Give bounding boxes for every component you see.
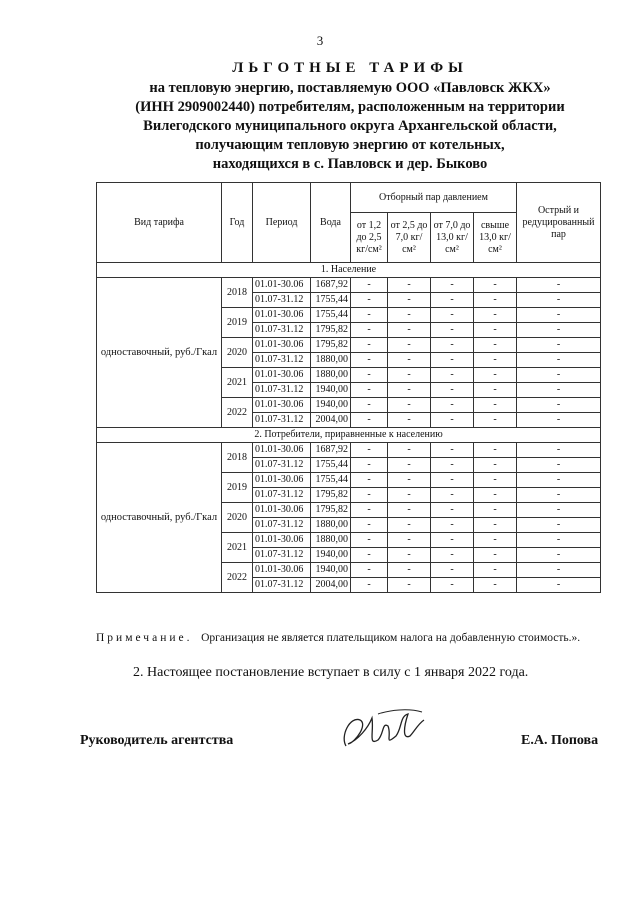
dash-cell: - xyxy=(431,518,474,533)
dash-cell: - xyxy=(431,443,474,458)
dash-cell: - xyxy=(351,443,388,458)
dash-cell: - xyxy=(351,488,388,503)
year-cell: 2018 xyxy=(222,278,253,308)
dash-cell: - xyxy=(431,578,474,593)
dash-cell: - xyxy=(351,338,388,353)
header-period: Период xyxy=(253,183,311,263)
period-cell: 01.01-30.06 xyxy=(253,533,311,548)
dash-cell: - xyxy=(474,578,517,593)
dash-cell: - xyxy=(474,413,517,428)
dash-cell: - xyxy=(431,503,474,518)
dash-cell: - xyxy=(517,548,601,563)
water-value-cell: 1880,00 xyxy=(311,533,351,548)
water-value-cell: 1795,82 xyxy=(311,338,351,353)
dash-cell: - xyxy=(517,278,601,293)
dash-cell: - xyxy=(431,383,474,398)
dash-cell: - xyxy=(474,518,517,533)
header-steam-2: от 2,5 до 7,0 кг/см² xyxy=(388,213,431,263)
year-cell: 2020 xyxy=(222,338,253,368)
water-value-cell: 1880,00 xyxy=(311,368,351,383)
dash-cell: - xyxy=(517,323,601,338)
water-value-cell: 1795,82 xyxy=(311,488,351,503)
dash-cell: - xyxy=(431,293,474,308)
dash-cell: - xyxy=(517,443,601,458)
signatory-name: Е.А. Попова xyxy=(521,733,599,748)
dash-cell: - xyxy=(388,533,431,548)
header-sharp-steam: Острый и редуцированный пар xyxy=(517,183,601,263)
period-cell: 01.01-30.06 xyxy=(253,443,311,458)
period-cell: 01.01-30.06 xyxy=(253,338,311,353)
subtitle-line: (ИНН 2909002440) потребителям, расположенным на территории xyxy=(135,99,565,115)
page-number: 3 xyxy=(316,33,324,48)
period-cell: 01.07-31.12 xyxy=(253,578,311,593)
dash-cell: - xyxy=(474,488,517,503)
subtitle-line: на тепловую энергию, поставляемую ООО «Павловск ЖКХ» xyxy=(149,80,551,96)
dash-cell: - xyxy=(388,458,431,473)
period-cell: 01.07-31.12 xyxy=(253,383,311,398)
dash-cell: - xyxy=(351,368,388,383)
period-cell: 01.01-30.06 xyxy=(253,503,311,518)
dash-cell: - xyxy=(431,323,474,338)
dash-cell: - xyxy=(517,473,601,488)
dash-cell: - xyxy=(474,338,517,353)
dash-cell: - xyxy=(351,383,388,398)
water-value-cell: 1940,00 xyxy=(311,548,351,563)
water-value-cell: 1795,82 xyxy=(311,323,351,338)
dash-cell: - xyxy=(474,398,517,413)
year-cell: 2021 xyxy=(222,533,253,563)
dash-cell: - xyxy=(388,518,431,533)
dash-cell: - xyxy=(431,548,474,563)
water-value-cell: 1687,92 xyxy=(311,443,351,458)
dash-cell: - xyxy=(474,323,517,338)
water-value-cell: 1687,92 xyxy=(311,278,351,293)
dash-cell: - xyxy=(388,488,431,503)
dash-cell: - xyxy=(431,413,474,428)
dash-cell: - xyxy=(388,323,431,338)
dash-cell: - xyxy=(388,563,431,578)
table-row xyxy=(97,443,601,458)
dash-cell: - xyxy=(388,353,431,368)
dash-cell: - xyxy=(351,278,388,293)
dash-cell: - xyxy=(351,398,388,413)
dash-cell: - xyxy=(351,353,388,368)
dash-cell: - xyxy=(431,473,474,488)
table-header xyxy=(97,183,601,263)
water-value-cell: 2004,00 xyxy=(311,578,351,593)
water-value-cell: 1755,44 xyxy=(311,473,351,488)
tariff-kind: одноставочный, руб./Гкал xyxy=(97,443,222,593)
dash-cell: - xyxy=(517,293,601,308)
effective-date-clause: 2. Настоящее постановление вступает в силу с 1 января 2022 года. xyxy=(133,665,529,680)
header-year: Год xyxy=(222,183,253,263)
dash-cell: - xyxy=(474,383,517,398)
period-cell: 01.01-30.06 xyxy=(253,368,311,383)
period-cell: 01.07-31.12 xyxy=(253,323,311,338)
dash-cell: - xyxy=(351,458,388,473)
water-value-cell: 1755,44 xyxy=(311,293,351,308)
dash-cell: - xyxy=(517,338,601,353)
year-cell: 2019 xyxy=(222,308,253,338)
water-value-cell: 1755,44 xyxy=(311,308,351,323)
dash-cell: - xyxy=(388,293,431,308)
dash-cell: - xyxy=(517,398,601,413)
period-cell: 01.01-30.06 xyxy=(253,278,311,293)
water-value-cell: 1940,00 xyxy=(311,398,351,413)
period-cell: 01.07-31.12 xyxy=(253,413,311,428)
document-subtitle xyxy=(70,79,630,174)
dash-cell: - xyxy=(388,338,431,353)
dash-cell: - xyxy=(351,293,388,308)
water-value-cell: 1880,00 xyxy=(311,353,351,368)
dash-cell: - xyxy=(474,308,517,323)
note xyxy=(96,632,580,644)
note-label: Примечание. xyxy=(96,632,193,644)
year-cell: 2019 xyxy=(222,473,253,503)
note-text: Организация не является плательщиком налога на добавленную стоимость.». xyxy=(201,632,581,644)
dash-cell: - xyxy=(474,353,517,368)
period-cell: 01.07-31.12 xyxy=(253,548,311,563)
dash-cell: - xyxy=(474,443,517,458)
dash-cell: - xyxy=(474,293,517,308)
dash-cell: - xyxy=(431,398,474,413)
dash-cell: - xyxy=(474,278,517,293)
header-steam-4: свыше 13,0 кг/см² xyxy=(474,213,517,263)
header-steam-group: Отборный пар давлением xyxy=(351,183,517,213)
water-value-cell: 1755,44 xyxy=(311,458,351,473)
dash-cell: - xyxy=(517,518,601,533)
dash-cell: - xyxy=(474,368,517,383)
dash-cell: - xyxy=(517,308,601,323)
dash-cell: - xyxy=(351,578,388,593)
dash-cell: - xyxy=(517,563,601,578)
dash-cell: - xyxy=(517,383,601,398)
dash-cell: - xyxy=(431,278,474,293)
dash-cell: - xyxy=(517,368,601,383)
dash-cell: - xyxy=(388,398,431,413)
year-cell: 2018 xyxy=(222,443,253,473)
dash-cell: - xyxy=(431,563,474,578)
tariff-table xyxy=(96,182,601,593)
dash-cell: - xyxy=(351,323,388,338)
period-cell: 01.07-31.12 xyxy=(253,518,311,533)
period-cell: 01.07-31.12 xyxy=(253,458,311,473)
header-kind: Вид тарифа xyxy=(97,183,222,263)
dash-cell: - xyxy=(388,503,431,518)
dash-cell: - xyxy=(517,488,601,503)
period-cell: 01.01-30.06 xyxy=(253,308,311,323)
dash-cell: - xyxy=(431,368,474,383)
dash-cell: - xyxy=(388,443,431,458)
tariff-kind: одноставочный, руб./Гкал xyxy=(97,278,222,428)
dash-cell: - xyxy=(431,338,474,353)
water-value-cell: 1795,82 xyxy=(311,503,351,518)
dash-cell: - xyxy=(474,503,517,518)
dash-cell: - xyxy=(474,533,517,548)
dash-cell: - xyxy=(388,383,431,398)
dash-cell: - xyxy=(351,413,388,428)
dash-cell: - xyxy=(517,413,601,428)
dash-cell: - xyxy=(517,578,601,593)
dash-cell: - xyxy=(388,548,431,563)
water-value-cell: 2004,00 xyxy=(311,413,351,428)
dash-cell: - xyxy=(388,413,431,428)
section-title: 1. Население xyxy=(97,263,601,278)
dash-cell: - xyxy=(474,473,517,488)
header-water: Вода xyxy=(311,183,351,263)
period-cell: 01.07-31.12 xyxy=(253,353,311,368)
year-cell: 2021 xyxy=(222,368,253,398)
dash-cell: - xyxy=(351,548,388,563)
period-cell: 01.01-30.06 xyxy=(253,473,311,488)
dash-cell: - xyxy=(431,488,474,503)
dash-cell: - xyxy=(351,503,388,518)
subtitle-line: находящихся в с. Павловск и дер. Быково xyxy=(212,156,488,172)
handwritten-signature xyxy=(338,706,428,756)
period-cell: 01.01-30.06 xyxy=(253,398,311,413)
dash-cell: - xyxy=(351,533,388,548)
dash-cell: - xyxy=(517,533,601,548)
dash-cell: - xyxy=(474,548,517,563)
dash-cell: - xyxy=(517,503,601,518)
dash-cell: - xyxy=(517,353,601,368)
dash-cell: - xyxy=(388,308,431,323)
document-title: ЛЬГОТНЫЕ ТАРИФЫ xyxy=(232,60,468,76)
dash-cell: - xyxy=(517,458,601,473)
dash-cell: - xyxy=(431,458,474,473)
period-cell: 01.07-31.12 xyxy=(253,293,311,308)
signatory-position: Руководитель агентства xyxy=(80,733,234,748)
dash-cell: - xyxy=(388,473,431,488)
dash-cell: - xyxy=(474,458,517,473)
dash-cell: - xyxy=(388,278,431,293)
dash-cell: - xyxy=(351,473,388,488)
section-title: 2. Потребители, приравненные к населению xyxy=(97,428,601,443)
year-cell: 2022 xyxy=(222,563,253,593)
water-value-cell: 1940,00 xyxy=(311,563,351,578)
water-value-cell: 1940,00 xyxy=(311,383,351,398)
dash-cell: - xyxy=(431,308,474,323)
period-cell: 01.01-30.06 xyxy=(253,563,311,578)
header-steam-1: от 1,2 до 2,5 кг/см² xyxy=(351,213,388,263)
dash-cell: - xyxy=(474,563,517,578)
dash-cell: - xyxy=(351,518,388,533)
year-cell: 2020 xyxy=(222,503,253,533)
year-cell: 2022 xyxy=(222,398,253,428)
dash-cell: - xyxy=(431,533,474,548)
subtitle-line: Вилегодского муниципального округа Архангельской области, xyxy=(143,118,557,134)
dash-cell: - xyxy=(431,353,474,368)
period-cell: 01.07-31.12 xyxy=(253,488,311,503)
table-row xyxy=(97,278,601,293)
header-steam-3: от 7,0 до 13,0 кг/см² xyxy=(431,213,474,263)
dash-cell: - xyxy=(351,563,388,578)
dash-cell: - xyxy=(388,368,431,383)
dash-cell: - xyxy=(388,578,431,593)
table-body xyxy=(97,263,601,593)
subtitle-line: получающим тепловую энергию от котельных, xyxy=(195,137,505,153)
water-value-cell: 1880,00 xyxy=(311,518,351,533)
dash-cell: - xyxy=(351,308,388,323)
